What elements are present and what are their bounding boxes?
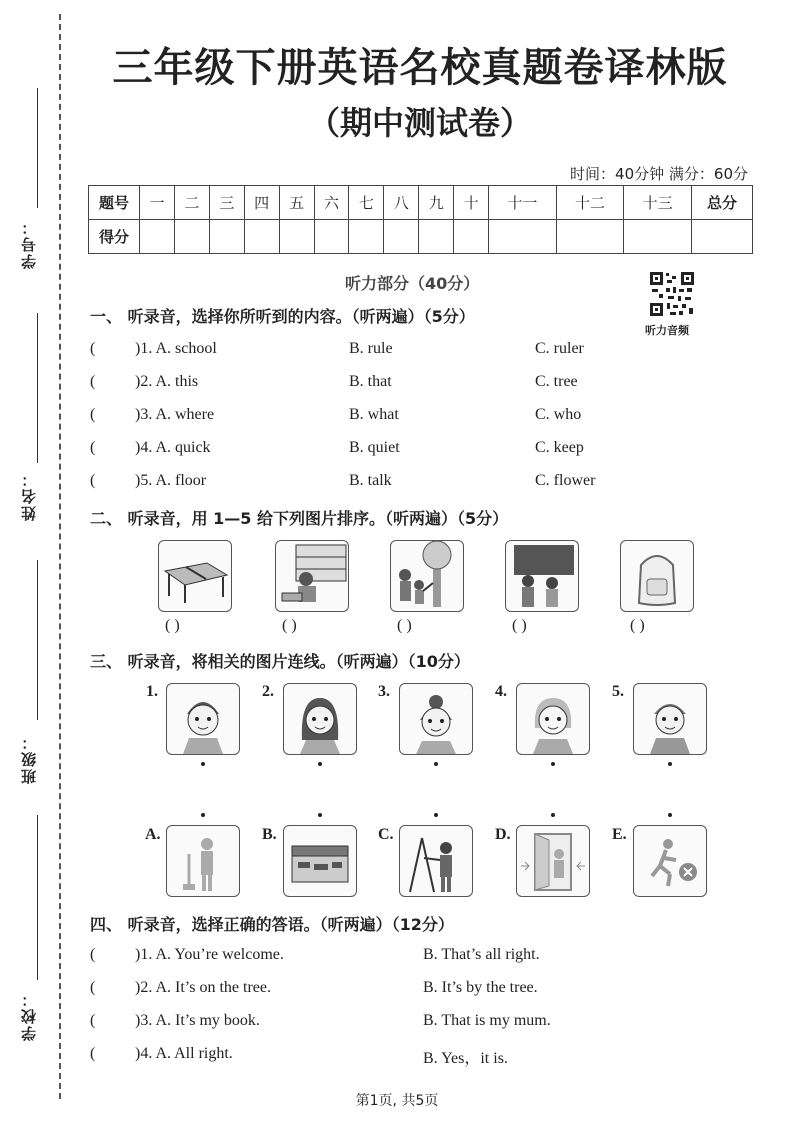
picture-pointing-at-tree: [390, 540, 464, 612]
score-input-cell[interactable]: [454, 220, 489, 254]
match-top-label: 2.: [262, 683, 274, 700]
match-picture-girl: [399, 683, 473, 755]
score-table: [88, 185, 753, 254]
exam-subtitle: （期中测试卷）: [307, 104, 532, 142]
s1-q2-option-b: B. that: [349, 373, 392, 390]
order-paren-4[interactable]: ( ): [512, 617, 527, 634]
score-input-cell[interactable]: [174, 220, 209, 254]
s1-q3-option-b: B. what: [349, 406, 399, 423]
order-paren-3[interactable]: ( ): [397, 617, 412, 634]
name-line[interactable]: [37, 313, 38, 463]
class-label: 班级：: [20, 733, 38, 784]
s4-q4-option-a: )4. A. All right.: [135, 1045, 233, 1062]
schoolbag-icon: [621, 541, 693, 611]
s1-q1-option-c: C. ruler: [535, 340, 584, 357]
match-picture-sweep: [166, 825, 240, 897]
s4-q3-option-a: )3. A. It’s my book.: [135, 1012, 260, 1029]
exam-title: 三年级下册英语名校真题卷译林版: [112, 45, 728, 91]
school-label: 学校：: [20, 990, 38, 1041]
match-bottom-label: A.: [145, 826, 161, 843]
match-dot[interactable]: [668, 813, 672, 817]
score-row-label: 得分: [89, 220, 140, 254]
score-table-score-row: [89, 220, 753, 254]
score-table-cell: 十二: [556, 186, 624, 220]
score-table-cell: 七: [349, 186, 384, 220]
s4-q2-option-a: )2. A. It’s on the tree.: [135, 979, 271, 996]
answer-paren[interactable]: (: [90, 1012, 96, 1029]
s1-q4-option-c: C. keep: [535, 439, 584, 456]
section-3-title: 三、 听录音，将相关的图片连线。（听两遍）（10分）: [90, 652, 470, 671]
score-table-cell: 总分: [692, 186, 753, 220]
match-picture-drawing: [399, 825, 473, 897]
s4-q2-option-b: B. It’s by the tree.: [423, 979, 538, 996]
score-table-cell: 六: [314, 186, 349, 220]
score-table-cell: 二: [174, 186, 209, 220]
match-dot[interactable]: [201, 762, 205, 766]
ping-pong-table-icon: [159, 541, 231, 611]
match-dot[interactable]: [551, 762, 555, 766]
match-dot[interactable]: [201, 813, 205, 817]
match-picture-woman: [283, 683, 357, 755]
match-top-label: 4.: [495, 683, 507, 700]
s4-q1-option-b: B. That’s all right.: [423, 946, 540, 963]
pencil-box-icon: [284, 826, 356, 896]
match-dot[interactable]: [318, 813, 322, 817]
no-running-icon: [634, 826, 706, 896]
order-paren-5[interactable]: ( ): [630, 617, 645, 634]
match-bottom-label: D.: [495, 826, 511, 843]
match-bottom-label: B.: [262, 826, 277, 843]
score-table-header-row: [89, 186, 753, 220]
score-table-cell: 十: [454, 186, 489, 220]
match-picture-pencil-box: [283, 825, 357, 897]
s1-q4-option-a: )4. A. quick: [135, 439, 211, 456]
match-dot[interactable]: [434, 762, 438, 766]
s1-q1-option-a: )1. A. school: [135, 340, 217, 357]
score-input-cell[interactable]: [244, 220, 279, 254]
answer-paren[interactable]: (: [90, 946, 96, 963]
woman-face-icon: [284, 684, 356, 754]
qr-caption: 听力音频: [645, 324, 689, 337]
s1-q1-option-b: B. rule: [349, 340, 393, 357]
score-table-cell: 三: [209, 186, 244, 220]
short-hair-girl-face-icon: [517, 684, 589, 754]
s1-q5-option-c: C. flower: [535, 472, 596, 489]
s1-q2-option-a: )2. A. this: [135, 373, 199, 390]
tree-people-icon: [391, 541, 463, 611]
s1-q2-option-c: C. tree: [535, 373, 578, 390]
answer-paren[interactable]: (: [90, 1045, 96, 1062]
match-top-label: 3.: [378, 683, 390, 700]
s1-q3-option-c: C. who: [535, 406, 582, 423]
section-1-title: 一、 听录音，选择你所听到的内容。（听两遍）（5分）: [90, 307, 475, 326]
listening-section-header: 听力部分（40分）: [345, 274, 480, 293]
reading-girl-icon: [276, 541, 348, 611]
picture-schoolbag: [620, 540, 694, 612]
score-table-cell: 题号: [89, 186, 140, 220]
section-4-title: 四、 听录音，选择正确的答语。（听两遍）（12分）: [90, 915, 454, 934]
score-input-cell[interactable]: [279, 220, 314, 254]
match-dot[interactable]: [668, 762, 672, 766]
student-id-label: 学号：: [20, 218, 38, 269]
s1-q3-option-a: )3. A. where: [135, 406, 215, 423]
picture-classroom: [505, 540, 579, 612]
name-label: 姓名：: [20, 470, 38, 521]
s1-q5-option-a: )5. A. floor: [135, 472, 207, 489]
score-table-cell: 十一: [489, 186, 557, 220]
match-dot[interactable]: [318, 762, 322, 766]
section-2-title: 二、 听录音，用 1—5 给下列图片排序。（听两遍）（5分）: [90, 509, 509, 528]
match-picture-boy-2: [633, 683, 707, 755]
blackboard-icon: [506, 541, 578, 611]
score-table-cell: 十三: [624, 186, 692, 220]
match-picture-door: [516, 825, 590, 897]
match-picture-boy: [166, 683, 240, 755]
qr-code-icon[interactable]: [648, 270, 696, 318]
score-input-cell[interactable]: [556, 220, 624, 254]
answer-paren[interactable]: (: [90, 979, 96, 996]
answer-paren[interactable]: (: [90, 373, 96, 390]
score-table-cell: 一: [140, 186, 175, 220]
match-top-label: 1.: [146, 683, 158, 700]
score-input-cell[interactable]: [419, 220, 454, 254]
drawing-easel-icon: [400, 826, 472, 896]
school-line[interactable]: [37, 815, 38, 980]
girl-face-icon: [400, 684, 472, 754]
s1-q4-option-b: B. quiet: [349, 439, 400, 456]
score-input-cell[interactable]: [692, 220, 753, 254]
binding-dashed-line: [59, 14, 61, 1099]
open-door-icon: [517, 826, 589, 896]
answer-paren[interactable]: (: [90, 472, 96, 489]
match-dot[interactable]: [551, 813, 555, 817]
page-footer: 第1页, 共5页: [355, 1093, 439, 1109]
time-score-info: 时间：40分钟 满分：60分: [570, 165, 748, 183]
score-input-cell[interactable]: [140, 220, 175, 254]
boy-face-icon: [167, 684, 239, 754]
score-input-cell[interactable]: [209, 220, 244, 254]
picture-ping-pong-table: [158, 540, 232, 612]
match-top-label: 5.: [612, 683, 624, 700]
score-table-cell: 八: [384, 186, 419, 220]
score-table-cell: 五: [279, 186, 314, 220]
match-picture-no-running: [633, 825, 707, 897]
match-picture-girl-short-hair: [516, 683, 590, 755]
answer-paren[interactable]: (: [90, 439, 96, 456]
score-input-cell[interactable]: [314, 220, 349, 254]
order-paren-2[interactable]: ( ): [282, 617, 297, 634]
class-line[interactable]: [37, 560, 38, 720]
score-input-cell[interactable]: [624, 220, 692, 254]
order-paren-1[interactable]: ( ): [165, 617, 180, 634]
s1-q5-option-b: B. talk: [349, 472, 392, 489]
answer-paren[interactable]: (: [90, 340, 96, 357]
score-input-cell[interactable]: [349, 220, 384, 254]
s4-q3-option-b: B. That is my mum.: [423, 1012, 551, 1029]
match-bottom-label: C.: [378, 826, 394, 843]
score-input-cell[interactable]: [489, 220, 557, 254]
sweep-floor-icon: [167, 826, 239, 896]
score-table-cell: 九: [419, 186, 454, 220]
answer-paren[interactable]: (: [90, 406, 96, 423]
match-dot[interactable]: [434, 813, 438, 817]
s4-q4-option-b: B. Yes，it is.: [423, 1050, 508, 1067]
picture-reading-library: [275, 540, 349, 612]
boy-face-2-icon: [634, 684, 706, 754]
s4-q1-option-a: )1. A. You’re welcome.: [135, 946, 284, 963]
score-input-cell[interactable]: [384, 220, 419, 254]
score-table-cell: 四: [244, 186, 279, 220]
match-bottom-label: E.: [612, 826, 627, 843]
